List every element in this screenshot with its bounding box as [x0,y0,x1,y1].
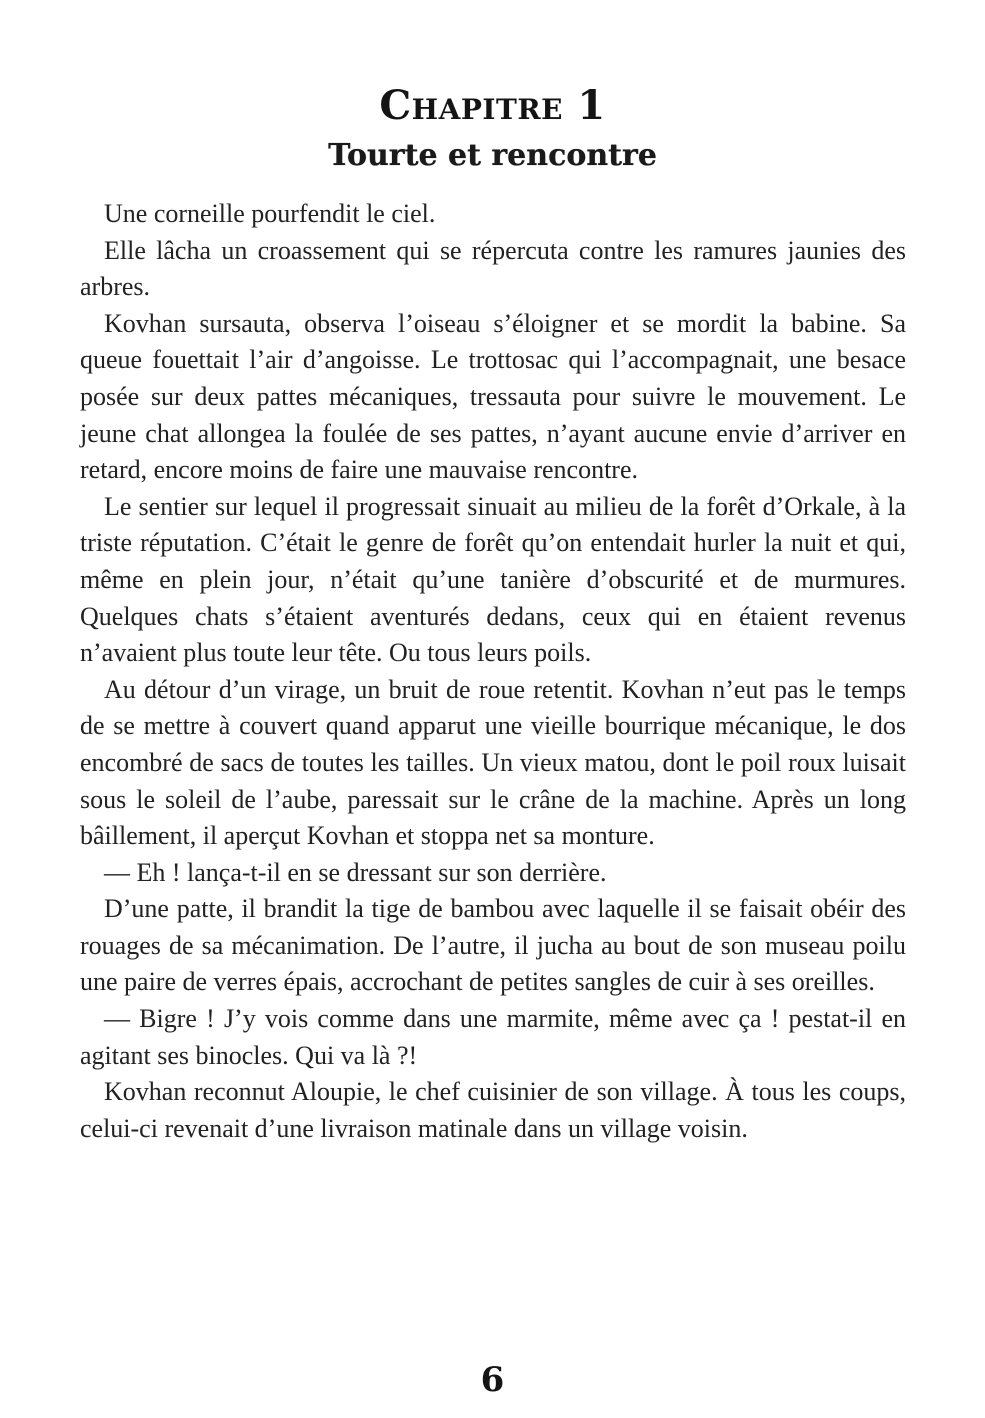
paragraph: — Eh ! lança-t-il en se dressant sur son derrière. [104,857,607,887]
paragraph: Kovhan sursauta, observa l’oiseau s’éloigner et se mordit la babine. Sa queue fouettait l’air d’angoisse. Le trottosac qui l’accompagnait, une besace posée sur deux pattes mécaniques, tressauta pour suivre le mouvement. Le jeune chat allongea la foulée de ses pattes, n’ayant aucune envie d’arriver en retard, encore moins de faire une mauvaise rencontre. [80,308,906,485]
paragraph: Le sentier sur lequel il progressait sinuait au milieu de la forêt d’Orkale, à la triste réputation. C’était le genre de forêt qu’on entendait hurler la nuit et qui, même en plein jour, n’était qu’une tanière d’obscurité et de murmures. Quelques chats s’étaient aventurés dedans, ceux qui en étaient revenus n’avaient plus toute leur tête. Ou tous leurs poils. [80,491,906,668]
chapter-subtitle: Tourte et rencontre [328,138,657,173]
paragraph: D’une patte, il brandit la tige de bambou avec laquelle il se faisait obéir des rouages de sa mécanimation. De l’autre, il jucha au bout de son museau poilu une paire de verres épais, accrochant de petites sangles de cuir à ses oreilles. [80,894,906,997]
paragraph: — Bigre ! J’y vois comme dans une marmite, même avec ça ! pestat-il en agitant ses binocles. Qui va là ?! [80,1004,906,1070]
paragraph: Elle lâcha un croassement qui se répercuta contre les ramures jaunies des arbres. [80,235,906,302]
chapter-title: Chapitre 1 [379,82,606,129]
chapter-body [80,196,906,1147]
paragraph: Une corneille pourfendit le ciel. [104,199,436,228]
paragraph: Kovhan reconnut Aloupie, le chef cuisinier de son village. À tous les coups, celui-ci revenait d’une livraison matinale dans un village voisin. [80,1077,906,1143]
paragraph: Au détour d’un virage, un bruit de roue retentit. Kovhan n’eut pas le temps de se mettre à couvert quand apparut une vieille bourrique mécanique, le dos encombré de sacs de toutes les tailles. Un vieux matou, dont le poil roux luisait sous le soleil de l’aube, paressait sur le crâne de la machine. Après un long bâillement, il aperçut Kovhan et stoppa net sa monture. [80,674,906,851]
page-number: 6 [480,1360,505,1400]
chapter-heading [0,80,985,176]
